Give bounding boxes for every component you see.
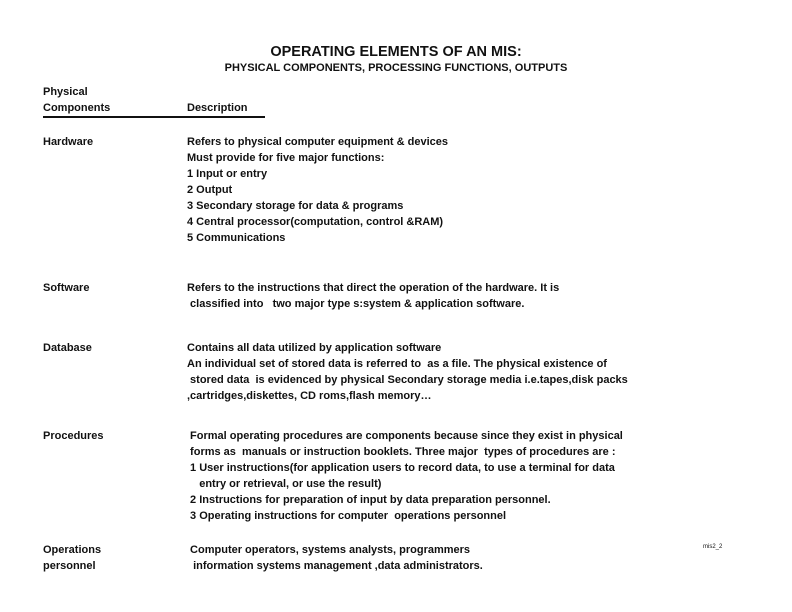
component-label xyxy=(43,340,92,356)
component-description xyxy=(187,340,628,404)
slide-tag: mis2_2 xyxy=(703,544,723,550)
description-line: 1 User instructions(for application users to record data, to use a terminal for data xyxy=(187,462,615,474)
description-line: 2 Instructions for preparation of input by data preparation personnel. xyxy=(187,494,551,506)
description-line: 5 Communications xyxy=(187,232,286,244)
page-subtitle: PHYSICAL COMPONENTS, PROCESSING FUNCTIONS, OUTPUTS xyxy=(224,62,568,74)
description-line: Formal operating procedures are components because since they exist in physical xyxy=(187,430,623,442)
description-line: ,cartridges,diskettes, CD roms,flash memory… xyxy=(187,390,432,402)
header-underline xyxy=(43,116,265,118)
description-line: An individual set of stored data is referred to as a file. The physical existence of xyxy=(187,358,607,370)
description-line: information systems management ,data administrators. xyxy=(187,560,483,572)
description-line: 1 Input or entry xyxy=(187,168,268,180)
label-line: Hardware xyxy=(43,136,94,148)
description-line: Computer operators, systems analysts, programmers xyxy=(187,544,471,556)
description-line: Must provide for five major functions: xyxy=(187,152,385,164)
label-line: Operations xyxy=(43,544,102,556)
description-line: forms as manuals or instruction booklets. Three major types of procedures are : xyxy=(187,446,616,458)
label-line: Database xyxy=(43,342,92,354)
header-line: Components xyxy=(43,102,111,114)
label-line: Software xyxy=(43,282,90,294)
page-title: OPERATING ELEMENTS OF AN MIS: xyxy=(270,44,522,60)
label-line: personnel xyxy=(43,560,96,572)
description-line: 2 Output xyxy=(187,184,233,196)
component-label xyxy=(43,542,101,574)
component-description xyxy=(187,428,623,524)
description-line: 4 Central processor(computation, control &RAM) xyxy=(187,216,444,228)
component-description xyxy=(187,134,448,246)
description-line: entry or retrieval, or use the result) xyxy=(187,478,382,490)
component-label xyxy=(43,134,93,150)
component-label xyxy=(43,280,89,296)
column-header-components xyxy=(43,84,110,116)
component-description xyxy=(187,280,559,312)
description-line: 3 Operating instructions for computer operations personnel xyxy=(187,510,507,522)
component-label xyxy=(43,428,104,444)
description-line: Refers to physical computer equipment & devices xyxy=(187,136,449,148)
description-line: stored data is evidenced by physical Secondary storage media i.e.tapes,disk packs xyxy=(187,374,628,386)
header-line: Physical xyxy=(43,86,88,98)
component-description xyxy=(187,542,483,574)
description-line: Contains all data utilized by application software xyxy=(187,342,442,354)
description-line: classified into two major type s:system & application software. xyxy=(187,298,525,310)
description-line: Refers to the instructions that direct the operation of the hardware. It is xyxy=(187,282,560,294)
column-header-description: Description xyxy=(187,102,248,114)
label-line: Procedures xyxy=(43,430,104,442)
description-line: 3 Secondary storage for data & programs xyxy=(187,200,404,212)
